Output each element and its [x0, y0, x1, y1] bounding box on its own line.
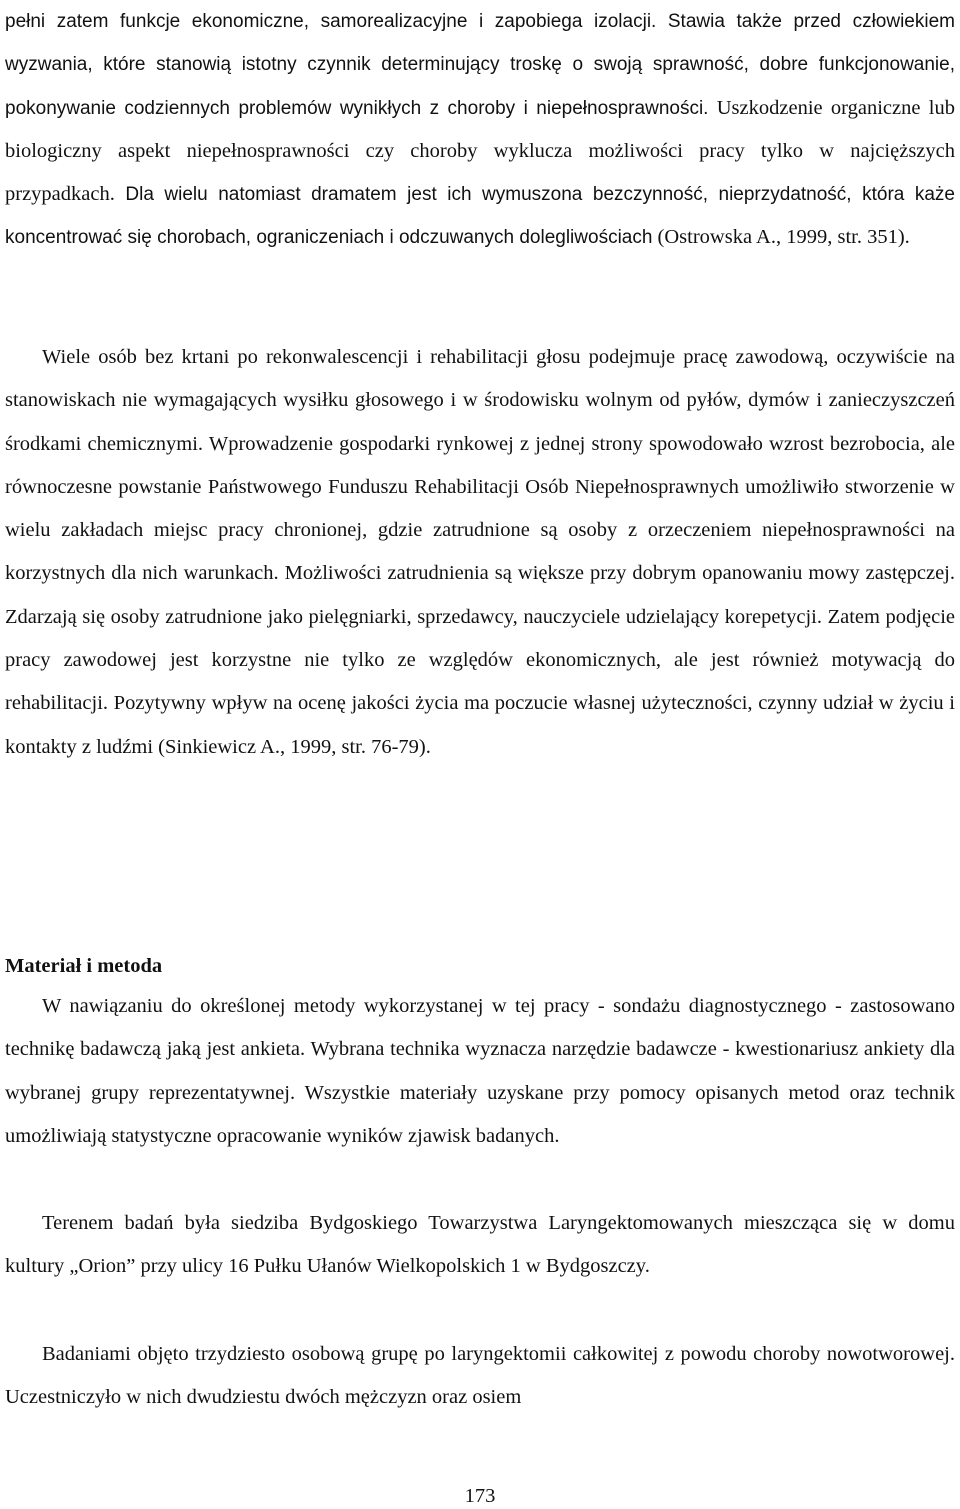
- page-number: 173: [464, 1485, 496, 1507]
- paragraph-employment: [5, 336, 955, 769]
- text-run: Uszkodzenie organiczne lub biologiczny aspekt niepełnosprawności czy choroby wyklucza możliwości pracy tylko w najcięższych przypadkach.: [5, 96, 955, 206]
- paragraph-text: [5, 0, 955, 260]
- paragraph-work-functions: [5, 0, 955, 260]
- paragraph-study-group: [5, 1333, 955, 1420]
- text-run: pełni zatem funkcje ekonomiczne, samorealizacyjne i zapobiega izolacji. Stawia także przed człowiekiem wyzwania, które stanowią istotny czynnik determinujący troskę o swoją sprawność, dobre funkcjonowanie, pokonywanie codziennych problemów wynikłych z choroby i niepełnosprawności.: [5, 11, 955, 119]
- paragraph-text: Terenem badań była siedziba Bydgoskiego Towarzystwa Laryngektomowanych mieszcząca się w domu kultury „Orion” przy ulicy 16 Pułku Ułanów Wielkopolskich 1 w Bydgoszczy.: [5, 1212, 955, 1278]
- citation: (Ostrowska A., 1999, str. 351).: [652, 226, 910, 249]
- paragraph-text: Badaniami objęto trzydziesto osobową grupę po laryngektomii całkowitej z powodu choroby nowotworowej. Uczestniczyło w nich dwudziestu dwóch mężczyzn oraz osiem: [5, 1343, 955, 1409]
- paragraph-method: [5, 985, 955, 1158]
- paragraph-text: W nawiązaniu do określonej metody wykorzystanej w tej pracy - sondażu diagnostycznego - zastosowano technikę badawczą jaką jest ankieta. Wybrana technika wyznacza narzędzie badawcze - kwestionariusz ankiety dla wybranej grupy reprezentatywnej. Wszystkie materiały uzyskane przy pomocy opisanych metod oraz technik umożliwiają statystyczne opracowanie wyników zjawisk badanych.: [5, 995, 955, 1147]
- text-run: Dla wielu natomiast dramatem jest ich wymuszona bezczynność, nieprzydatność, która każe koncentrować się chorobach, ograniczeniach i odczuwanych dolegliwościach: [5, 184, 955, 249]
- paragraph-text: Wiele osób bez krtani po rekonwalescencji i rehabilitacji głosu podejmuje pracę zawodową, oczywiście na stanowiskach nie wymagających wysiłku głosowego i w środowisku wolnym od pyłów, dymów i zanieczyszczeń środkami chemicznymi. Wprowadzenie gospodarki rynkowej z jednej strony spowodowało wzrost bezrobocia, ale równoczesne powstanie Państwowego Funduszu Rehabilitacji Osób Niepełnosprawnych umożliwiło stworzenie w wielu zakładach miejsc pracy chronionej, gdzie zatrudnione są osoby z orzeczeniem niepełnosprawności na korzystnych dla nich warunkach. Możliwości zatrudnienia są większe przy dobrym opanowaniu mowy zastępczej. Zdarzają się osoby zatrudnione jako pielęgniarki, sprzedawcy, nauczyciele udzielający korepetycji. Zatem podjęcie pracy zawodowej jest korzystne nie tylko ze względów ekonomicznych, ale jest również motywacją do rehabilitacji. Pozytywny wpływ na ocenę jakości życia ma poczucie własnej użyteczności, czynny udział w życiu i kontakty z ludźmi (Sinkiewicz A., 1999, str. 76-79).: [5, 346, 955, 758]
- section-heading: Materiał i metoda: [5, 955, 163, 977]
- paragraph-research-site: [5, 1202, 955, 1289]
